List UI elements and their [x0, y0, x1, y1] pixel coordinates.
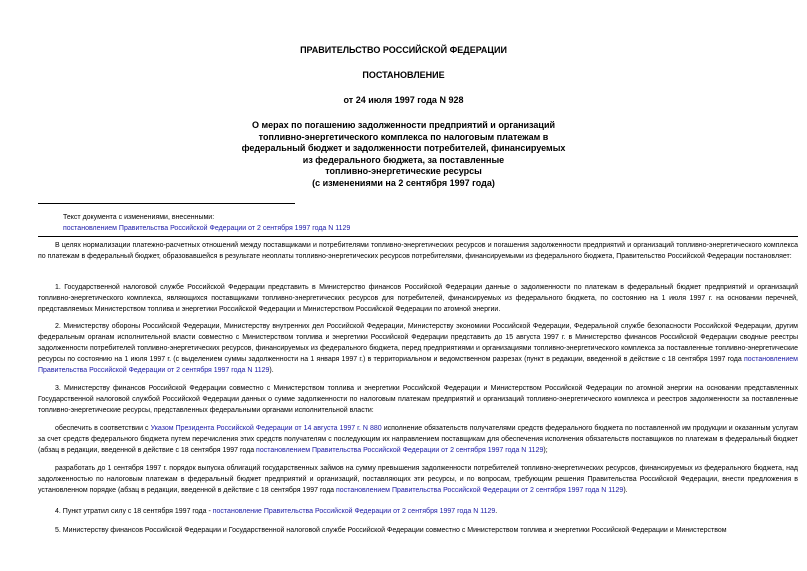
amendment-note-text: Текст документа с изменениями, внесенными: [63, 214, 215, 221]
title-line: топливно-энергетического комплекса по налоговым платежам в [258, 131, 549, 142]
paragraph-2 [38, 321, 798, 376]
paragraph-3-subitem-2 [38, 463, 798, 496]
paragraph-text: ). [269, 367, 274, 374]
decree-link[interactable]: постановление Правительства Российской Федерации от 2 сентября 1997 года N 1129 [212, 508, 496, 515]
amendment-link[interactable]: постановлением Правительства Российской Федерации от 2 сентября 1997 года N 1129 [63, 225, 351, 232]
government-heading: ПРАВИТЕЛЬСТВО РОССИЙСКОЙ ФЕДЕРАЦИИ [300, 45, 507, 55]
title-line: (с изменениями на 2 сентября 1997 года) [312, 177, 495, 188]
decree-link[interactable]: постановлением Правительства Российской Федерации от 2 сентября 1997 года N 1129 [336, 487, 624, 494]
title-line: федеральный бюджет и задолженности потребителей, финансируемых [241, 143, 566, 153]
title-line: из федерального бюджета, за поставленные [302, 154, 505, 165]
document-date-number: от 24 июля 1997 года N 928 [343, 95, 464, 105]
decree-link[interactable]: постановлением Правительства Российской Федерации от 2 сентября 1997 года N 1129 [38, 356, 798, 374]
preamble-paragraph: В целях нормализации платежно-расчетных отношений между поставщиками и потребителями топливно-энергетических ресурсов и погашения задолженности предприятий и организаций топливно-энергетического комплекса по платежам в федеральный бюджет, образовавшейся в результате неоплаты топливно-энергетических ресурсов потребителями, финансируемыми из федерального бюджета, Правительство Российской Федерации постановляет: [38, 242, 798, 260]
title-line: О мерах по погашению задолженности предприятий и организаций [251, 120, 556, 130]
paragraph-text: . [495, 508, 498, 515]
divider [38, 203, 295, 204]
paragraph-text: ); [543, 447, 548, 454]
document-title [0, 120, 807, 189]
decree-link[interactable]: постановлением Правительства Российской Федерации от 2 сентября 1997 года N 1129 [256, 447, 544, 454]
presidential-decree-link[interactable]: Указом Президента Российской Федерации от 14 августа 1997 г. N 880 [150, 425, 382, 432]
paragraph-text: разработать до 1 сентября 1997 г. порядок выпуска облигаций государственных займов на сумму превышения задолженности потребителей топливно-энергетических ресурсов, финансируемых из федерального бюджета, над задолженностью по налоговым платежам в федеральный бюджет предприятий и организаций, поставляющих эти ресурсы, и по вопросам, требующим решения Правительства Российской Федерации, внести предложения в установленном порядке (абзац в редакции, введенной в действие с 18 сентября 1997 года [38, 465, 798, 494]
paragraph-text: 4. Пункт утратил силу с 18 сентября 1997 года - [55, 508, 213, 515]
paragraph-text: 2. Министерству обороны Российской Федерации, Министерству внутренних дел Российской Федерации, Министерству экономики Российской Федерации, Федеральной службе безопасности Российской Федерации, другим федеральным органам исполнительной власти совместно с Министерством топлива и энергетики Российской Федерации представить до 15 августа 1997 г. в Министерство финансов Российской Федерации сводные реестры задолженности потребителей топливно-энергетических ресурсов, финансируемых из федерального бюджета, перед предприятиями и организациями топливно-энергетического комплекса за поставленные топливно-энергетические ресурсы по состоянию на 1 июля 1997 г. (с выделением суммы задолженности на 1 января 1997 г.) в территориальном и ведомственном разрезах (пункт в редакции, введенной в действие с 18 сентября 1997 года [38, 323, 798, 363]
paragraph-3: 3. Министерству финансов Российской Федерации совместно с Министерством топлива и энергетики Российской Федерации и Министерством Российской Федерации по атомной энергии на основании представленных Государственной налоговой службой Российской Федерации данных о сумме задолженности по налоговым платежам предприятий и организаций топливно-энергетического комплекса и реестров задолженности за поставленные топливно-энергетические ресурсы, представленных федеральными органами исполнительной власти: [38, 385, 798, 414]
paragraph-1: 1. Государственной налоговой службе Российской Федерации представить в Министерство финансов Российской Федерации данные о задолженности по платежам в федеральный бюджет предприятий и организаций топливно-энергетического комплекса, являющихся поставщиками топливно-энергетических ресурсов для потребителей, финансируемых из федерального бюджета, по состоянию на 1 июля 1997 г. на основании перечней, представляемых Министерством топлива и энергетики Российской Федерации и Министерством Российской Федерации по атомной энергии. [38, 284, 798, 313]
paragraph-3-subitem-1 [38, 423, 798, 456]
paragraph-text: обеспечить в соответствии с [55, 425, 151, 432]
paragraph-text: ). [623, 487, 628, 494]
amendment-note [63, 212, 350, 234]
title-line: топливно-энергетические ресурсы [325, 166, 482, 176]
paragraph-text: исполнение обязательств получателями средств федерального бюджета по поставленной им продукции и оказанным услугам за счет средств федерального бюджета путем перечисления этих средств получателям с последующим их направлением поставщикам для обеспечения исполнения обязательств поставщиков по платежам в федеральный бюджет (абзац в редакции, введенной в действие с 18 сентября 1997 года [38, 425, 798, 454]
paragraph-5: 5. Министерству финансов Российской Федерации и Государственной налоговой службе Российской Федерации совместно с Министерством топлива и энергетики Российской Федерации и Министерством [55, 527, 727, 534]
document-type-heading: ПОСТАНОВЛЕНИЕ [362, 70, 445, 80]
paragraph-4 [38, 506, 798, 517]
divider [38, 236, 798, 237]
